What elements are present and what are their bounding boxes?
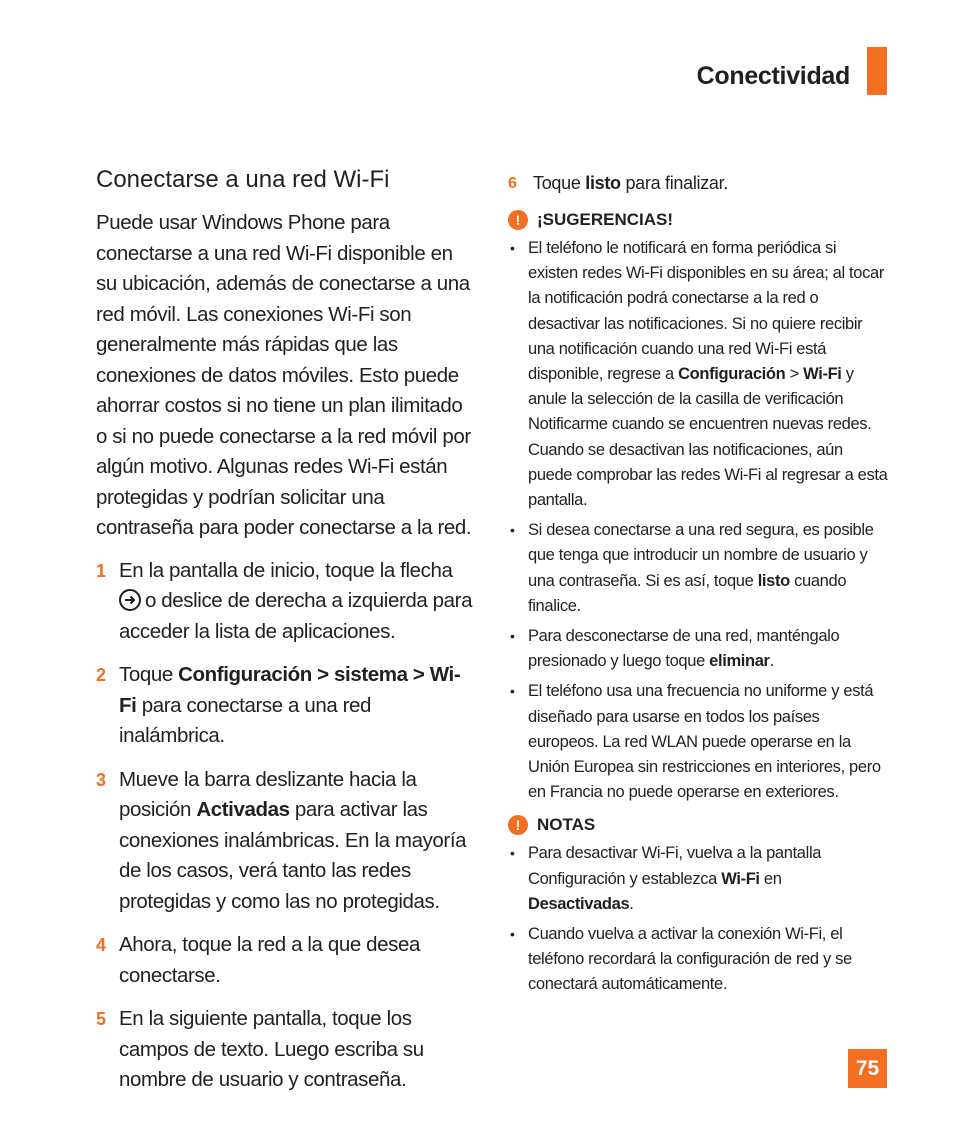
notes-heading-label: NOTAS bbox=[537, 815, 596, 835]
step-1 bbox=[96, 556, 474, 648]
step-text: Toque bbox=[119, 663, 179, 686]
bullet-icon: • bbox=[510, 926, 515, 943]
intro-paragraph: Puede usar Windows Phone para conectarse a una red Wi-Fi disponible en su ubicación, además de conectarse a una red móvil. Las conexiones Wi-Fi son generalmente más rápidas que las conexiones de datos móviles. Esto puede ahorrar costos si no tiene un plan ilimitado o si no puede conectarse a la red móvil por algún motivo. Algunas redes Wi-Fi están protegidas y podrían solicitar una contraseña para poder conectarse a la red. bbox=[96, 211, 472, 539]
note-text: Para desactivar Wi-Fi, vuelva a la pantalla Configuración y establezca bbox=[528, 844, 822, 888]
list-item bbox=[508, 518, 888, 619]
tip-text: El teléfono usa una frecuencia no uniforme y está diseñado para usarse en todos los países europeos. La red WLAN puede operarse en la Unión Europea sin restricciones en interiores, pero en Francia no puede operarse en exteriores. bbox=[528, 682, 881, 802]
step-number: 4 bbox=[96, 935, 106, 955]
bullet-icon: • bbox=[510, 522, 515, 539]
note-text: . bbox=[629, 894, 634, 913]
tips-list bbox=[508, 236, 888, 805]
note-text: en bbox=[759, 869, 782, 888]
step-text: para finalizar. bbox=[620, 173, 729, 193]
tip-text: Para desconectarse de una red, manténgalo presionado y luego toque bbox=[528, 627, 840, 671]
notes-list bbox=[508, 841, 888, 997]
chapter-tab-marker bbox=[867, 47, 887, 95]
chapter-title: Conectividad bbox=[696, 62, 850, 90]
step-text: o deslice de derecha a izquierda para acceder la lista de aplicaciones. bbox=[119, 589, 473, 643]
step-number: 3 bbox=[96, 769, 106, 790]
alert-icon: ! bbox=[508, 815, 528, 835]
setting-value: Activadas bbox=[196, 798, 290, 821]
step-text: Ahora, toque la red a la que desea conectarse. bbox=[119, 933, 420, 987]
left-column bbox=[96, 166, 474, 1109]
step-text: para activar las conexiones inalámbricas. En la mayoría de los casos, verá tanto las redes protegidas y como las no protegidas. bbox=[119, 798, 467, 913]
menu-item-ref: Wi-Fi bbox=[803, 365, 842, 384]
bullet-icon: • bbox=[510, 683, 515, 700]
note-text: Cuando vuelva a activar la conexión Wi-Fi, el teléfono recordará la configuración de red y se conectará automáticamente. bbox=[528, 925, 852, 994]
step-text: para conectarse a una red inalámbrica. bbox=[119, 693, 372, 747]
step-number: 2 bbox=[96, 665, 106, 685]
button-name: eliminar bbox=[709, 652, 770, 671]
menu-item-ref: Configuración bbox=[678, 365, 786, 384]
step-number: 5 bbox=[96, 1009, 106, 1029]
step-text: Toque bbox=[533, 173, 586, 193]
list-item bbox=[508, 236, 888, 513]
list-item bbox=[508, 679, 888, 805]
setting-value: Desactivadas bbox=[528, 894, 630, 913]
step-4 bbox=[96, 930, 474, 991]
step-number: 1 bbox=[96, 560, 106, 581]
alert-icon: ! bbox=[508, 210, 528, 230]
menu-item-ref: Wi-Fi bbox=[721, 869, 760, 888]
step-5 bbox=[96, 1004, 474, 1096]
bullet-icon: • bbox=[510, 240, 515, 256]
list-item bbox=[508, 841, 888, 917]
step-number: 6 bbox=[508, 175, 517, 192]
step-text: En la siguiente pantalla, toque los campos de texto. Luego escriba su nombre de usuario y contraseña. bbox=[119, 1007, 424, 1091]
list-item bbox=[508, 624, 888, 674]
right-column bbox=[508, 170, 888, 1008]
tip-text: y anule la selección de la casilla de verificación Notificarme cuando se encuentren nuevas redes. Cuando se desactivan las notificaciones, aún puede comprobar las redes Wi-Fi al regresar a esta pantalla. bbox=[528, 365, 888, 510]
list-item bbox=[508, 922, 888, 998]
tip-text: El teléfono le notificará en forma periódica si existen redes Wi-Fi disponibles en su área; al tocar la notificación podrá conectarse a la red o desactivar las notificaciones. Si no quiere recibir una notificación cuando una red Wi-Fi está disponible, regrese a bbox=[528, 239, 884, 384]
step-text: Mueve la barra deslizante hacia la posición bbox=[119, 767, 417, 821]
bullet-icon: • bbox=[510, 628, 515, 645]
step-6 bbox=[508, 170, 888, 196]
path-separator: > bbox=[785, 365, 804, 384]
arrow-right-circle-icon bbox=[119, 589, 141, 611]
tip-text: . bbox=[769, 652, 774, 671]
page-number: 75 bbox=[848, 1049, 887, 1088]
step-text: En la pantalla de inicio, toque la flecha bbox=[119, 558, 453, 582]
button-name: listo bbox=[757, 571, 790, 590]
tips-heading-label: ¡SUGERENCIAS! bbox=[537, 210, 674, 229]
tip-text: cuando finalice. bbox=[528, 571, 847, 615]
section-title: Conectarse a una red Wi-Fi bbox=[96, 166, 390, 193]
step-3 bbox=[96, 765, 474, 918]
step-2 bbox=[96, 660, 474, 752]
bullet-icon: • bbox=[510, 845, 515, 862]
tip-text: Si desea conectarse a una red segura, es posible que tenga que introducir un nombre de usuario y una contraseña. Si es así, toque bbox=[528, 521, 874, 590]
button-name: listo bbox=[585, 173, 621, 193]
notes-heading bbox=[508, 815, 888, 835]
tips-heading bbox=[508, 210, 888, 230]
menu-path: Configuración > sistema > Wi-Fi bbox=[119, 663, 461, 717]
